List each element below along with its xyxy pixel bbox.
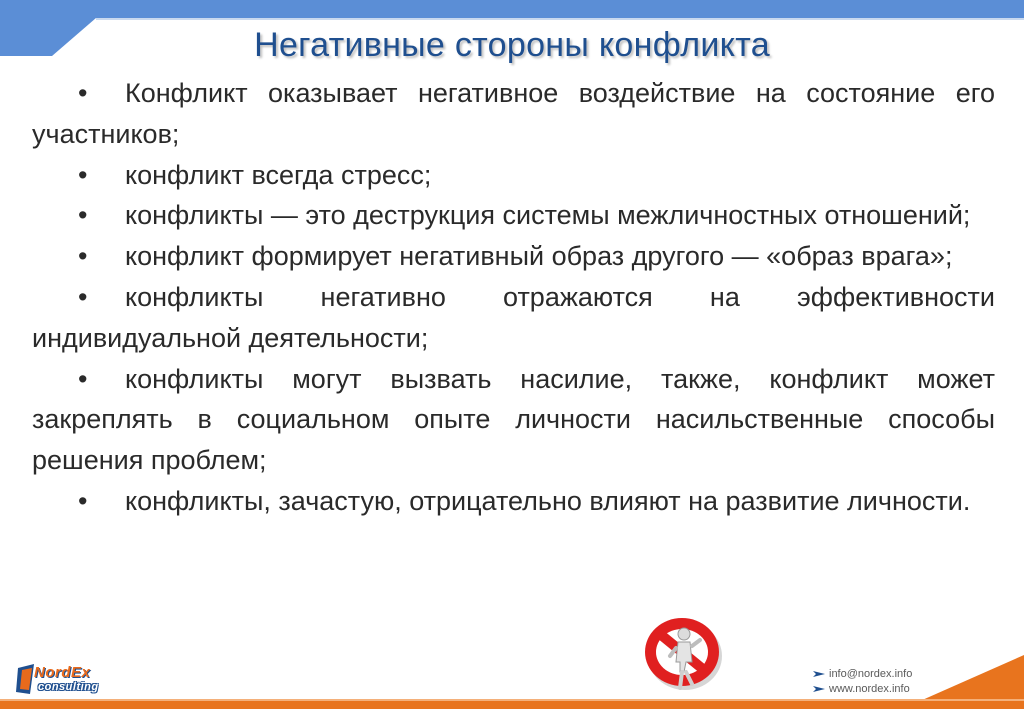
bullet-icon: • (78, 485, 88, 516)
list-item (32, 155, 995, 196)
bullet-icon: • (78, 200, 88, 231)
arrow-icon (813, 686, 825, 692)
list-item-text: конфликт формирует негативный образ другого — «образ врага»; (125, 241, 953, 272)
arrow-icon (813, 671, 825, 677)
list-item (32, 236, 995, 277)
logo-brand-subtitle: consulting (38, 681, 99, 693)
bottom-decorative-band (0, 655, 1024, 709)
bullet-icon: • (78, 241, 88, 272)
list-item (32, 481, 995, 522)
list-item (32, 195, 995, 236)
bullet-icon: • (78, 159, 88, 190)
bullet-icon: • (78, 78, 88, 108)
bullet-icon: • (78, 281, 88, 312)
list-item-text: конфликт всегда стресс; (125, 159, 432, 190)
contact-email[interactable] (813, 668, 912, 680)
email-text: info@nordex.info (829, 668, 913, 680)
list-item-text: конфликты негативно отражаются на эффективности индивидуальной деятельности; (32, 281, 995, 353)
logo-brand-name: NordEx (34, 664, 91, 681)
list-item-text: конфликты могут вызвать насилие, также, конфликт может закреплять в социальном опыте личности насильственные способы решения проблем; (32, 363, 995, 476)
list-item-text: конфликты, зачастую, отрицательно влияют на развитие личности. (125, 485, 971, 516)
list-item (32, 359, 995, 481)
list-item-text: Конфликт оказывает негативное воздействие на состояние его участников; (32, 78, 995, 149)
list-item (32, 277, 995, 359)
contact-website[interactable] (813, 683, 910, 695)
list-item-text: конфликты — это деструкция системы межличностных отношений; (125, 200, 971, 231)
website-text: www.nordex.info (829, 683, 910, 695)
bullet-list (32, 73, 995, 522)
bullet-icon: • (78, 363, 88, 394)
list-item (32, 73, 995, 155)
slide-title: Негативные стороны конфликта (254, 26, 770, 64)
